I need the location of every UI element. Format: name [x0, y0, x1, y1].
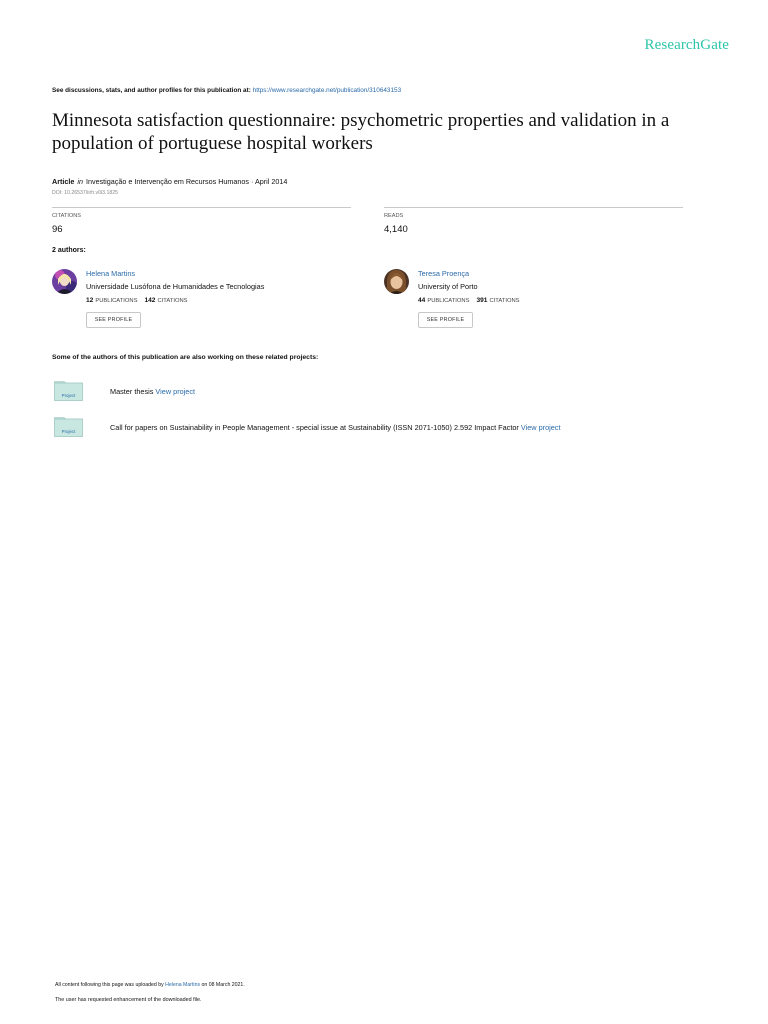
reads-label: READS [384, 213, 404, 219]
author-stats [418, 297, 520, 304]
citations-label: CITATIONS [489, 298, 520, 304]
researchgate-logo[interactable]: ResearchGate [644, 37, 729, 53]
publication-url-link[interactable]: https://www.researchgate.net/publication/310643153 [252, 87, 402, 94]
upload-note [55, 982, 245, 988]
author-name-helena-martins[interactable]: Helena Martins [86, 269, 136, 278]
divider-right [384, 207, 683, 208]
project-title: Call for papers on Sustainability in People Management - special issue at Sustainability (ISSN 2071-1050) 2.592 Impact Factor [110, 423, 521, 432]
upload-prefix: All content following this page was uploaded by [55, 982, 166, 988]
article-type: Article [52, 177, 75, 186]
citations-label: CITATIONS [157, 298, 188, 304]
reads-value: 4,140 [384, 224, 408, 235]
project-icon-label: Project [61, 393, 76, 398]
citations-label: CITATIONS [52, 213, 82, 219]
publication-title: Minnesota satisfaction questionnaire: psychometric properties and validation in a population of portuguese hospital workers [52, 110, 670, 154]
discussion-line [52, 87, 401, 94]
project-item [110, 423, 561, 432]
article-meta [52, 177, 287, 186]
author-affiliation: University of Porto [418, 282, 478, 291]
publications-count: 44 [418, 297, 426, 304]
project-title: Master thesis [110, 387, 156, 396]
project-folder-icon[interactable] [54, 381, 83, 401]
view-project-link[interactable]: View project [155, 387, 196, 396]
upload-suffix: on 08 March 2021. [200, 982, 245, 988]
uploader-link[interactable]: Helena Martins [165, 982, 201, 988]
divider-left [52, 207, 351, 208]
publications-label: PUBLICATIONS [95, 298, 138, 304]
discussion-prefix: See discussions, stats, and author profiles for this publication at: [52, 87, 253, 94]
project-item [110, 387, 195, 396]
see-profile-button[interactable]: SEE PROFILE [86, 312, 141, 328]
publications-label: PUBLICATIONS [427, 298, 470, 304]
project-folder-icon[interactable] [54, 417, 83, 437]
project-icon-label: Project [61, 429, 76, 434]
authors-heading: 2 authors: [52, 247, 86, 254]
related-projects-heading: Some of the authors of this publication are also working on these related projects: [52, 354, 319, 361]
citations-value: 96 [52, 224, 63, 235]
journal-name: Investigação e Intervenção em Recursos Humanos · April 2014 [85, 177, 288, 186]
author-affiliation: Universidade Lusófona de Humanidades e Tecnologias [86, 282, 265, 291]
view-project-link[interactable]: View project [520, 423, 561, 432]
enhancement-note: The user has requested enhancement of the downloaded file. [55, 997, 202, 1003]
citations-count: 142 [144, 297, 156, 304]
author-name-teresa-proenca[interactable]: Teresa Proença [418, 269, 470, 278]
author-avatar-teresa-proenca[interactable] [384, 269, 409, 294]
article-in: in [77, 177, 83, 186]
author-stats [86, 297, 188, 304]
doi: DOI: 10.26537/iirh.v0i3.1825 [52, 190, 119, 196]
publications-count: 12 [86, 297, 94, 304]
citations-count: 391 [476, 297, 488, 304]
author-avatar-helena-martins[interactable] [52, 269, 77, 294]
see-profile-button[interactable]: SEE PROFILE [418, 312, 473, 328]
